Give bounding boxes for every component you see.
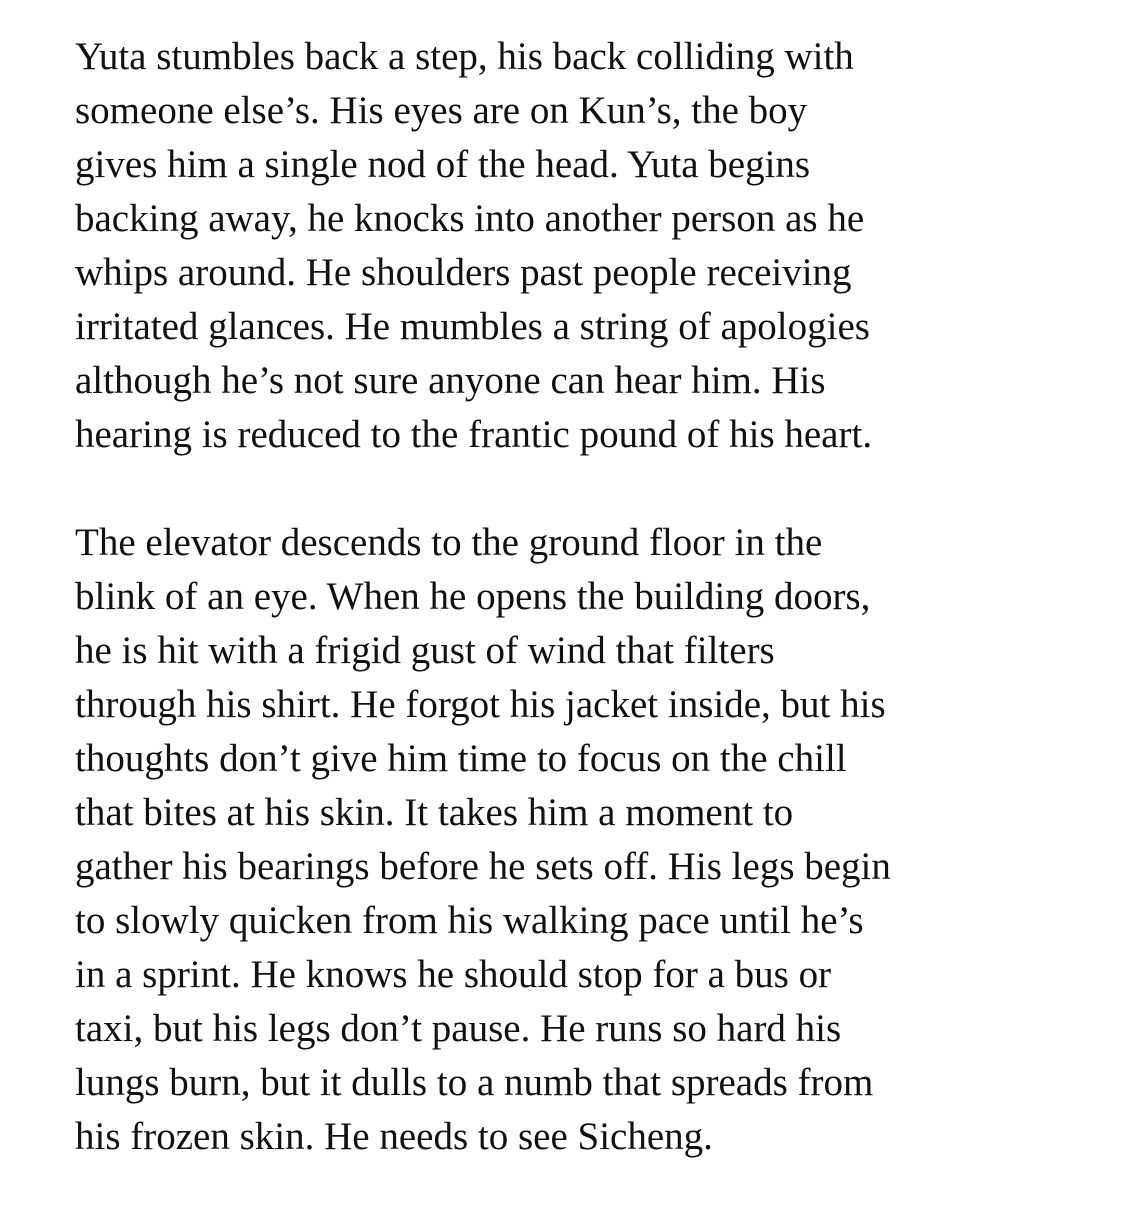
text-line: hearing is reduced to the frantic pound of his heart. [75,413,873,456]
paragraph-1 [75,30,1085,462]
text-line: backing away, he knocks into another person as he [75,197,865,240]
text-line: in a sprint. He knows he should stop for a bus or [75,953,832,996]
text-line: although he’s not sure anyone can hear him. His [75,359,826,402]
text-line: irritated glances. He mumbles a string of apologies [75,305,870,348]
text-line: thoughts don’t give him time to focus on the chill [75,737,847,780]
text-line: gives him a single nod of the head. Yuta begins [75,143,811,186]
text-line: Yuta stumbles back a step, his back colliding with [75,35,854,78]
text-line: his frozen skin. He needs to see Sicheng. [75,1115,713,1158]
text-line: through his shirt. He forgot his jacket inside, but his [75,683,886,726]
text-line: he is hit with a frigid gust of wind that filters [75,629,775,672]
text-line: taxi, but his legs don’t pause. He runs so hard his [75,1007,842,1050]
paragraph-2 [75,516,1085,1164]
paragraph-spacer [75,462,1085,516]
text-line: someone else’s. His eyes are on Kun’s, the boy [75,89,808,132]
text-line: The elevator descends to the ground floor in the [75,521,823,564]
document-page [75,30,1085,1164]
text-line: whips around. He shoulders past people receiving [75,251,852,294]
text-line: to slowly quicken from his walking pace until he’s [75,899,864,942]
text-line: gather his bearings before he sets off. His legs begin [75,845,891,888]
text-line: lungs burn, but it dulls to a numb that spreads from [75,1061,874,1104]
text-line: that bites at his skin. It takes him a moment to [75,791,794,834]
text-line: blink of an eye. When he opens the building doors, [75,575,871,618]
